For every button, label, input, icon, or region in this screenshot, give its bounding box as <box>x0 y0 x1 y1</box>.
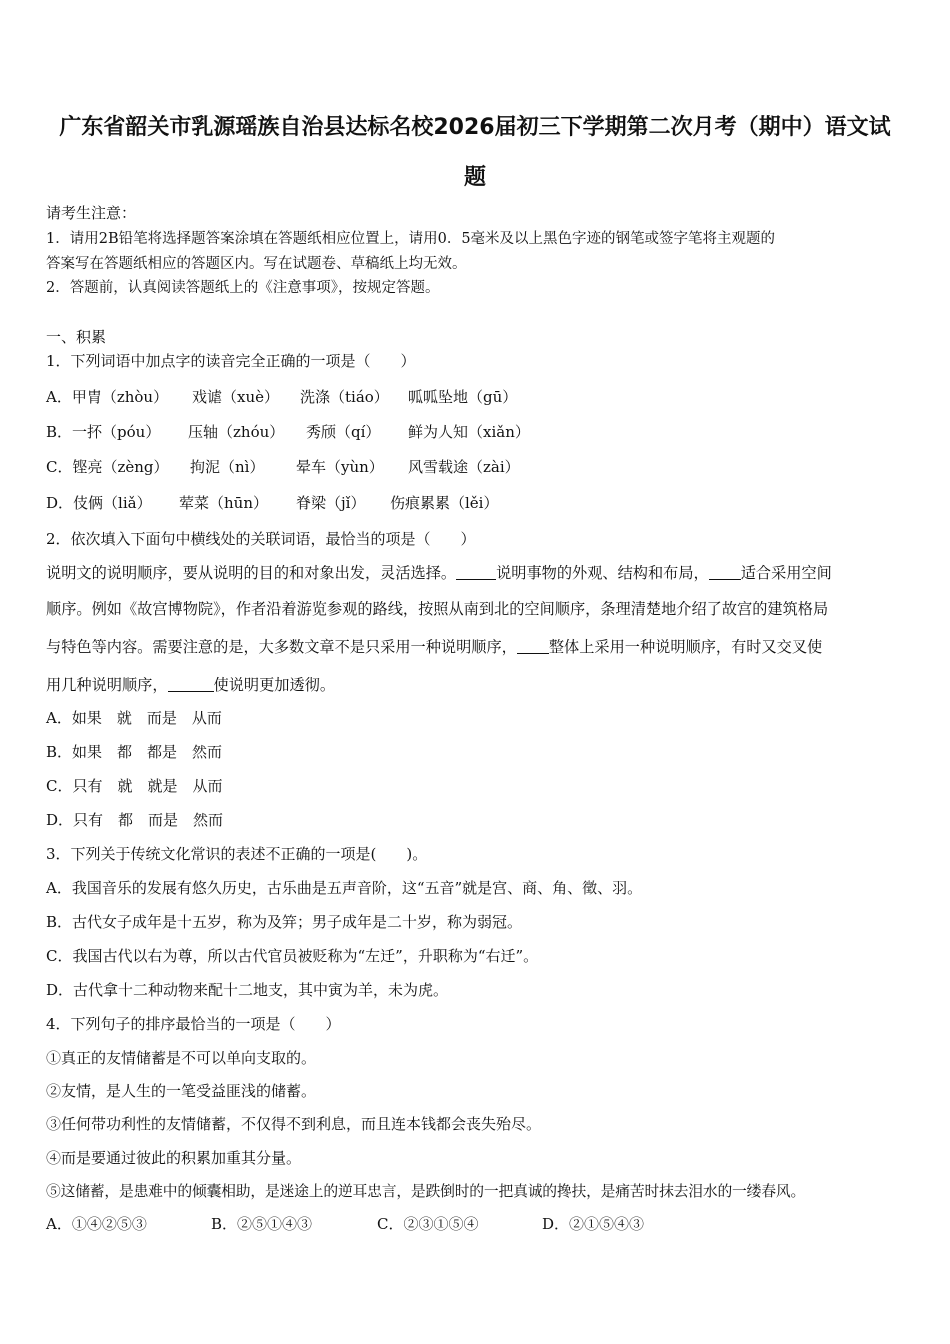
q1-c-term-2: 拘泥（nì） <box>190 458 265 476</box>
q4-option-a: A．①④②⑤③ <box>46 1215 147 1233</box>
q2-text-1b: 说明事物的外观、结构和布局， <box>496 564 709 582</box>
q1-c-term-4: 风雪载途（zài） <box>408 458 520 476</box>
notice-item-2: 2．答题前，认真阅读答题纸上的《注意事项》，按规定答题。 <box>46 280 440 296</box>
q4-sentence-4: ④而是要通过彼此的积累加重其分量。 <box>46 1149 302 1167</box>
q1-d-term-4: 伤痕累累（lěi） <box>390 494 499 512</box>
q2-text-4b: 使说明更加透彻。 <box>213 676 335 694</box>
q3-option-c: C．我国古代以右为尊，所以古代官员被贬称为“左迁”，升职称为“右迁”。 <box>46 947 539 965</box>
q2-text-1c: 适合采用空间 <box>740 564 832 582</box>
q2-option-d: D．只有 都 而是 然而 <box>46 811 224 829</box>
q2-passage-line-1 <box>46 562 916 583</box>
q4-stem: 4．下列句子的排序最恰当的一项是（ ） <box>46 1015 341 1033</box>
q1-c-term-1: C．铿亮（zèng） <box>46 458 169 476</box>
q1-option-b <box>46 421 916 442</box>
q4-sentence-5: ⑤这储蓄，是患难中的倾囊相助，是迷途上的逆耳忠言，是跌倒时的一把真诚的搀扶，是痛苦时抹去泪水的一缕春风。 <box>46 1183 806 1200</box>
q1-d-term-3: 脊梁（jǐ） <box>296 494 366 512</box>
q1-c-term-3: 晕车（yùn） <box>296 458 384 476</box>
q2-passage-line-3 <box>46 636 916 657</box>
q1-option-a <box>46 386 916 407</box>
q4-sentence-2: ②友情，是人生的一笔受益匪浅的储蓄。 <box>46 1082 317 1100</box>
q2-option-b: B．如果 都 都是 然而 <box>46 743 223 761</box>
notice-item-1a: 1．请用2B铅笔将选择题答案涂填在答题纸相应位置上，请用0．5毫米及以上黑色字迹的钢笔或签字笔将主观题的 <box>46 231 776 247</box>
section-heading: 一、积累 <box>46 328 107 346</box>
q1-b-term-1: B．一抔（póu） <box>46 423 161 441</box>
q2-text-1a: 说明文的说明顺序，要从说明的目的和对象出发，灵活选择。 <box>46 564 457 582</box>
q3-option-a: A．我国音乐的发展有悠久历史，古乐曲是五声音阶，这“五音”就是宫、商、角、徵、羽。 <box>46 879 643 897</box>
q4-options <box>46 1213 916 1234</box>
q2-text-4a: 用几种说明顺序， <box>46 676 168 694</box>
notice-heading: 请考生注意： <box>46 204 137 222</box>
q4-sentence-3: ③任何带功利性的友情储蓄，不仅得不到利息，而且连本钱都会丧失殆尽。 <box>46 1115 542 1133</box>
q3-option-b: B．古代女子成年是十五岁，称为及笄；男子成年是二十岁，称为弱冠。 <box>46 913 523 931</box>
q2-option-a: A．如果 就 而是 从而 <box>46 709 222 727</box>
q2-text-3b: 整体上采用一种说明顺序，有时又交叉使 <box>548 638 823 656</box>
answer-blank-2 <box>709 565 741 580</box>
q1-a-term-1: A．甲胄（zhòu） <box>46 388 169 406</box>
q2-passage-line-4 <box>46 674 916 695</box>
q3-stem: 3．下列关于传统文化常识的表述不正确的一项是( )。 <box>46 845 428 863</box>
q4-sentence-1: ①真正的友情储蓄是不可以单向支取的。 <box>46 1049 317 1067</box>
answer-blank-3 <box>517 639 549 654</box>
doc-title-line2: 题 <box>463 165 486 190</box>
q1-b-term-3: 秀颀（qí） <box>306 423 381 441</box>
q1-b-term-4: 鲜为人知（xiǎn） <box>408 423 530 441</box>
q1-option-c <box>46 456 916 477</box>
q4-option-b: B．②⑤①④③ <box>211 1215 313 1233</box>
q2-text-3a: 与特色等内容。需要注意的是，大多数文章不是只采用一种说明顺序， <box>46 638 517 656</box>
q3-option-d: D．古代拿十二种动物来配十二地支，其中寅为羊，未为虎。 <box>46 981 449 999</box>
q1-d-term-1: D．伎俩（liǎ） <box>46 494 152 512</box>
answer-blank-4 <box>168 677 214 692</box>
q1-d-term-2: 荤菜（hūn） <box>179 494 268 512</box>
q1-a-term-4: 呱呱坠地（gū） <box>408 388 518 406</box>
q2-stem: 2．依次填入下面句中横线处的关联词语，最恰当的项是（ ） <box>46 530 476 548</box>
q4-option-d: D．②①⑤④③ <box>542 1215 645 1233</box>
answer-blank-1 <box>456 565 496 580</box>
doc-title-line1: 广东省韶关市乳源瑶族自治县达标名校2026届初三下学期第二次月考（期中）语文试 <box>59 115 891 140</box>
q2-passage-line-2: 顺序。例如《故宫博物院》，作者沿着游览参观的路线，按照从南到北的空间顺序，条理清楚地介绍了故宫的建筑格局 <box>46 600 829 618</box>
q1-stem: 1．下列词语中加点字的读音完全正确的一项是（ ） <box>46 352 416 370</box>
q1-b-term-2: 压轴（zhóu） <box>188 423 285 441</box>
q2-option-c: C．只有 就 就是 从而 <box>46 777 223 795</box>
q4-option-c: C．②③①⑤④ <box>377 1215 479 1233</box>
q1-a-term-2: 戏谑（xuè） <box>192 388 279 406</box>
q1-a-term-3: 洗涤（tiáo） <box>300 388 389 406</box>
q1-option-d <box>46 492 916 513</box>
notice-item-1b: 答案写在答题纸相应的答题区内。写在试题卷、草稿纸上均无效。 <box>46 256 467 272</box>
